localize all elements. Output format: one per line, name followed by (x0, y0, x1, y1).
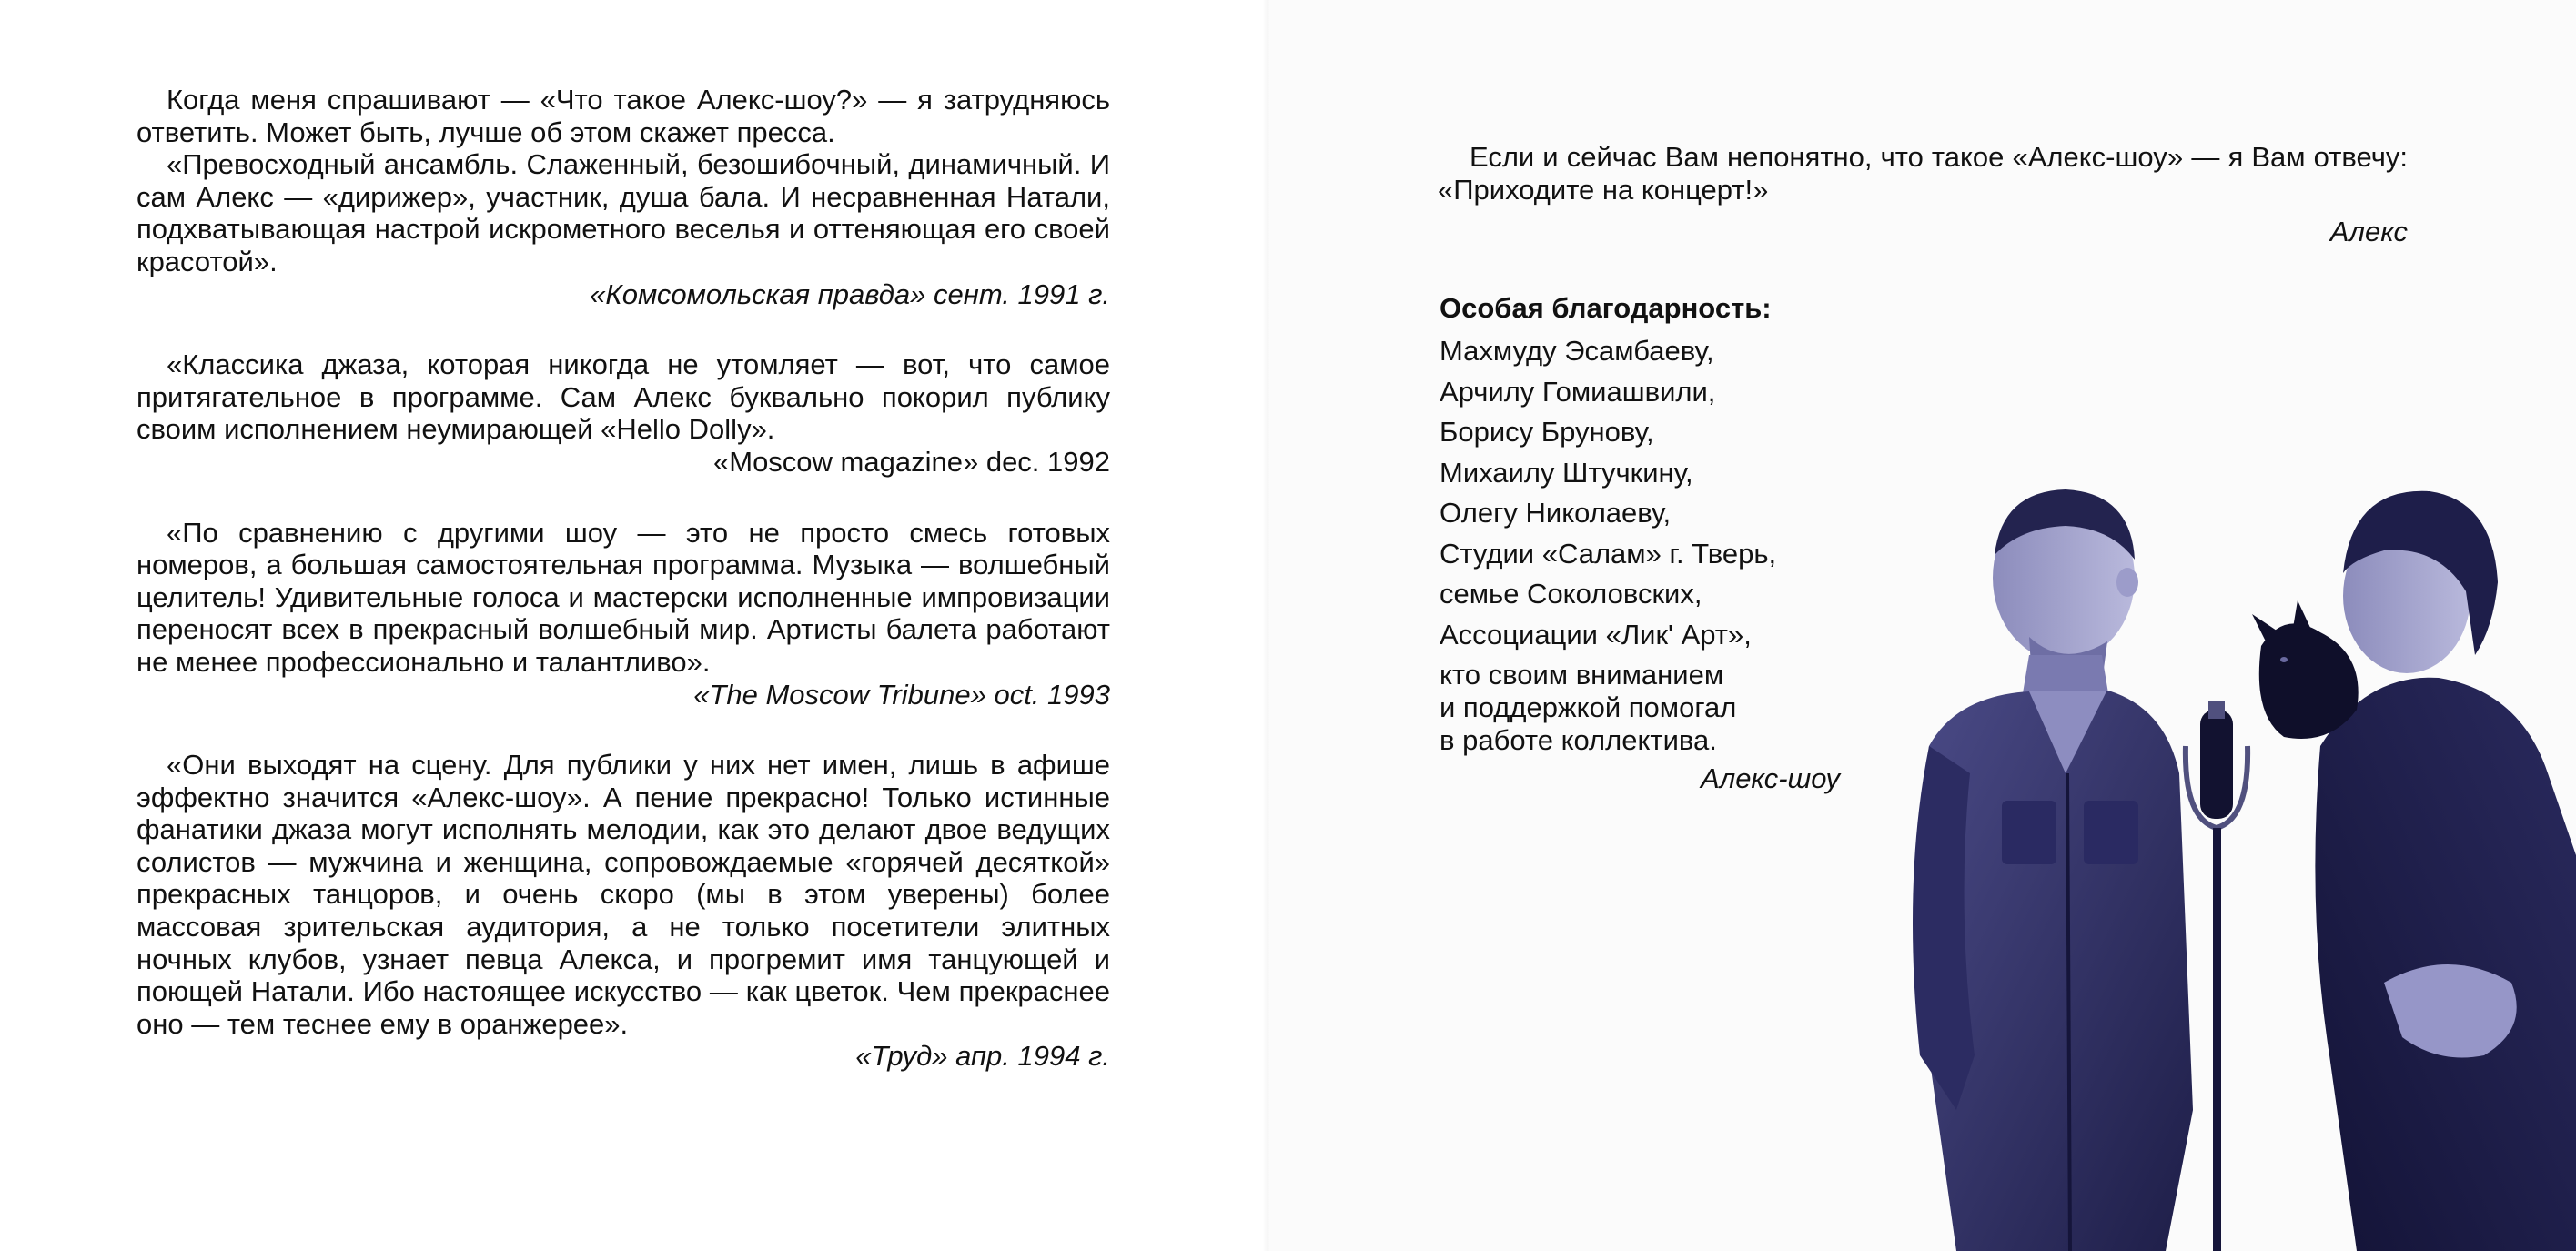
quote-source (136, 679, 1110, 711)
thanks-item: Арчилу Гомиашвили, (1440, 375, 1716, 408)
quote-moscow-tribune (136, 517, 1110, 711)
thanks-note-line: в работе коллектива. (1440, 724, 1717, 756)
quote-source (136, 278, 1110, 311)
quote-paragraph: Когда меня спрашивают — «Что такое Алекс-шоу?» — я затрудняюсь ответить. Может быть, лучше об этом скажет пресса. (136, 84, 1110, 148)
man-figure (1913, 489, 2193, 1251)
thanks-note (1440, 659, 1840, 757)
quote-source (136, 1040, 1110, 1073)
quote-paragraph: «По сравнению с другими шоу — это не просто смесь готовых номеров, а большая самостоятельная программа. Музыка — волшебный целитель! Удивительные голоса и мастерски исполненные импровизации переносят всех в прекрасный волшебный мир. Артисты балета работают не менее профессионально и талантливо». (136, 516, 1110, 678)
quote-paragraph: «Они выходят на сцену. Для публики у них нет имен, лишь в афише эффектно значится «Алекс-шоу». А пение прекрасно! Только истинные фанатики джаза могут исполнять мелодии, как это делают двое ведущих солистов — мужчина и женщина, сопровождаемые «горячей десяткой» прекрасных танцоров, и очень скоро (мы в этом уверены) более массовая зрительская аудитория, а не только посетители элитных ночных клубов, узнает певца Алекса, и прогремит имя танцующей и поющей Натали. Ибо настоящее искусство — как цветок. Чем прекраснее оно — тем теснее ему в оранжерее». (136, 749, 1110, 1040)
woman-figure (2252, 491, 2576, 1251)
quote-source (136, 446, 1110, 479)
thanks-item: семье Соколовских, (1440, 578, 1702, 610)
answer-text: Если и сейчас Вам непонятно, что такое «Алекс-шоу» — я Вам отвечу: «Приходите на концерт!» (1438, 141, 2408, 206)
microphone (2186, 701, 2248, 1251)
thanks-item: Студии «Салам» г. Тверь, (1440, 537, 1777, 570)
source-date: апр. 1994 г. (955, 1040, 1110, 1073)
thanks-item: Борису Брунову, (1440, 416, 1654, 448)
quote-paragraph: «Классика джаза, которая никогда не утомляет — вот, что самое притягательное в программе. Сам Алекс буквально покорил публику своим исполнением неумирающей «Hello Dolly». (136, 348, 1110, 446)
source-publication: «Комсомольская правда» (590, 277, 926, 310)
thanks-signature: Алекс-шоу (1701, 762, 1840, 794)
source-date: dec. 1992 (985, 445, 1110, 478)
answer-block (1438, 141, 2408, 248)
source-publication: «Труд» (855, 1040, 948, 1073)
thanks-item: Ассоциации «Лик' Арт», (1440, 618, 1752, 651)
thanks-note-line: кто своим вниманием (1440, 659, 1724, 691)
source-publication: «Moscow magazine» (713, 445, 979, 478)
answer-signature: Алекс (2329, 216, 2408, 247)
duo-photo (1893, 473, 2576, 1251)
thanks-item: Махмуду Эсамбаеву, (1440, 335, 1714, 367)
source-date: oct. 1993 (994, 678, 1110, 711)
quote-trud (136, 749, 1110, 1073)
thanks-item: Олегу Николаеву, (1440, 497, 1672, 529)
quote-moscow-magazine (136, 348, 1110, 478)
thanks-note-line: и поддержкой помогал (1440, 691, 1737, 723)
quote-komsomolskaya (136, 84, 1110, 310)
thanks-title: Особая благодарность: (1440, 292, 1772, 324)
thanks-item: Михаилу Штучкину, (1440, 456, 1693, 489)
source-date: сент. 1991 г. (934, 277, 1110, 310)
quote-paragraph: «Превосходный ансамбль. Слаженный, безошибочный, динамичный. И сам Алекс — «дирижер», участник, душа бала. И несравненная Натали, подхватывающая настрой искрометного веселья и оттеняющая его своей красотой». (136, 148, 1110, 277)
source-publication: «The Moscow Tribune» (693, 678, 986, 711)
press-quotes (136, 84, 1110, 1111)
thanks-block (1440, 289, 1840, 797)
thanks-list (1440, 331, 1840, 655)
left-page (0, 0, 1265, 1251)
